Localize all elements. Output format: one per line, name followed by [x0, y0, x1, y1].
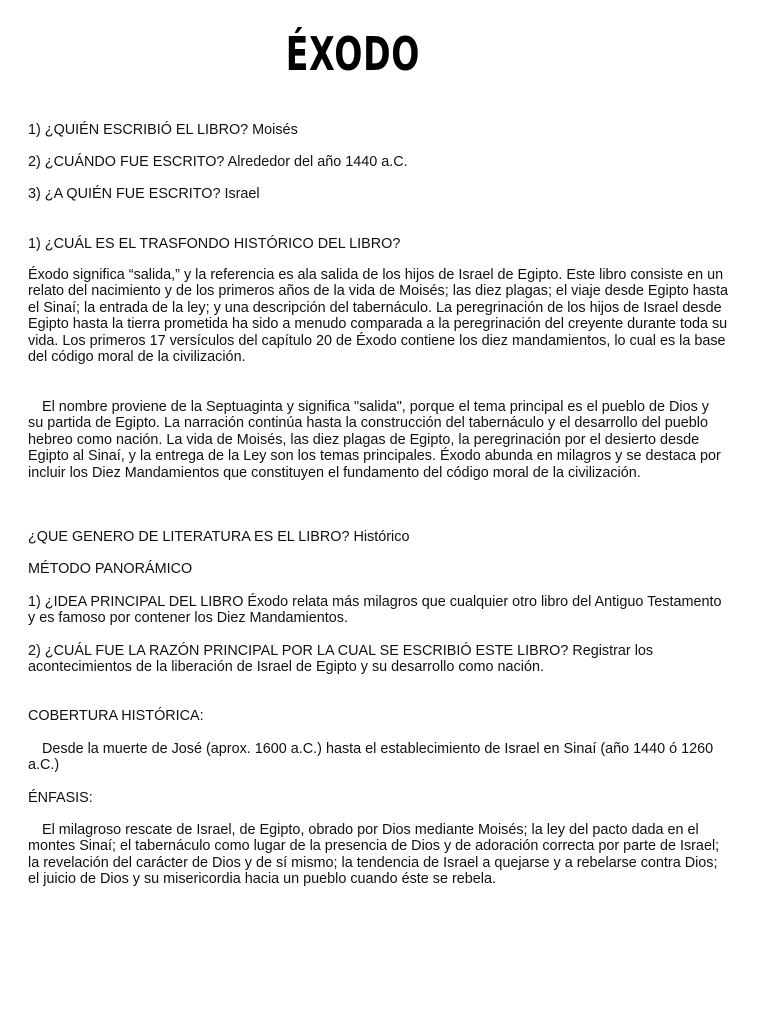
question-background: 1) ¿CUÁL ES EL TRASFONDO HISTÓRICO DEL LIBRO?: [28, 236, 401, 252]
question-genre: ¿QUE GENERO DE LITERATURA ES EL LIBRO? Histórico: [28, 529, 410, 545]
paragraph-meaning: Éxodo significa “salida,” y la referencia es ala salida de los hijos de Israel de Egipto. Este libro consiste en un relato del nacimiento y de los primeros años de la vida de Moisés; las diez plagas; el viaje desde Egipto hasta el Sinaí; la entrada de la ley; y una descripción del tabernáculo. La peregrinación de los hijos de Israel desde Egipto hasta la tierra prometida ha sido a menudo comparada a la peregrinación del creyente durante toda su vida. Los primeros 17 versículos del capítulo 20 de Éxodo contiene los diez mandamientos, lo cual es la base del código moral de la civilización.: [28, 267, 728, 366]
heading-emphasis: ÉNFASIS:: [28, 790, 93, 806]
paragraph-name-origin: El nombre proviene de la Septuaginta y significa "salida", porque el tema principal es el pueblo de Dios y su partida de Egipto. La narración continúa hasta la construcción del tabernáculo y el desarrollo del pueblo hebreo como nación. La vida de Moisés, las diez plagas de Egipto, la peregrinación por el desierto desde Egipto al Sinaí, y la entrega de la Ley son los temas principales. Éxodo abunda en milagros y se destaca por incluir los Diez Mandamientos que constituyen el fundamento del código moral de la civilización.: [28, 399, 721, 481]
paragraph-coverage: Desde la muerte de José (aprox. 1600 a.C.) hasta el establecimiento de Israel en Sinaí (año 1440 ó 1260 a.C.): [28, 741, 714, 774]
question-recipient: 3) ¿A QUIÉN FUE ESCRITO? Israel: [28, 186, 260, 202]
heading-historical-coverage: COBERTURA HISTÓRICA:: [28, 708, 204, 724]
question-author: 1) ¿QUIÉN ESCRIBIÓ EL LIBRO? Moisés: [28, 122, 298, 138]
paragraph-emphasis: El milagroso rescate de Israel, de Egipto, obrado por Dios mediante Moisés; la ley del pacto dada en el montes Sinaí; el tabernáculo como lugar de la presencia de Dios y de adoración correcta por parte de Israel; la revelación del carácter de Dios y de sí mismo; la tendencia de Israel a quejarse y a rebelarse contra Dios; el juicio de Dios y su misericordia hacia un pueblo cuando éste se rebela.: [28, 822, 720, 888]
question-date: 2) ¿CUÁNDO FUE ESCRITO? Alrededor del año 1440 a.C.: [28, 154, 408, 170]
question-main-idea: 1) ¿IDEA PRINCIPAL DEL LIBRO Éxodo relata más milagros que cualquier otro libro del Antiguo Testamento y es famoso por contener los Diez Mandamientos.: [28, 594, 722, 627]
question-purpose: 2) ¿CUÁL FUE LA RAZÓN PRINCIPAL POR LA CUAL SE ESCRIBIÓ ESTE LIBRO? Registrar los acontecimientos de la liberación de Israel de Egipto y su desarrollo como nación.: [28, 643, 654, 676]
page-title: ÉXODO: [285, 27, 421, 81]
heading-panoramic-method: MÉTODO PANORÁMICO: [28, 561, 193, 577]
